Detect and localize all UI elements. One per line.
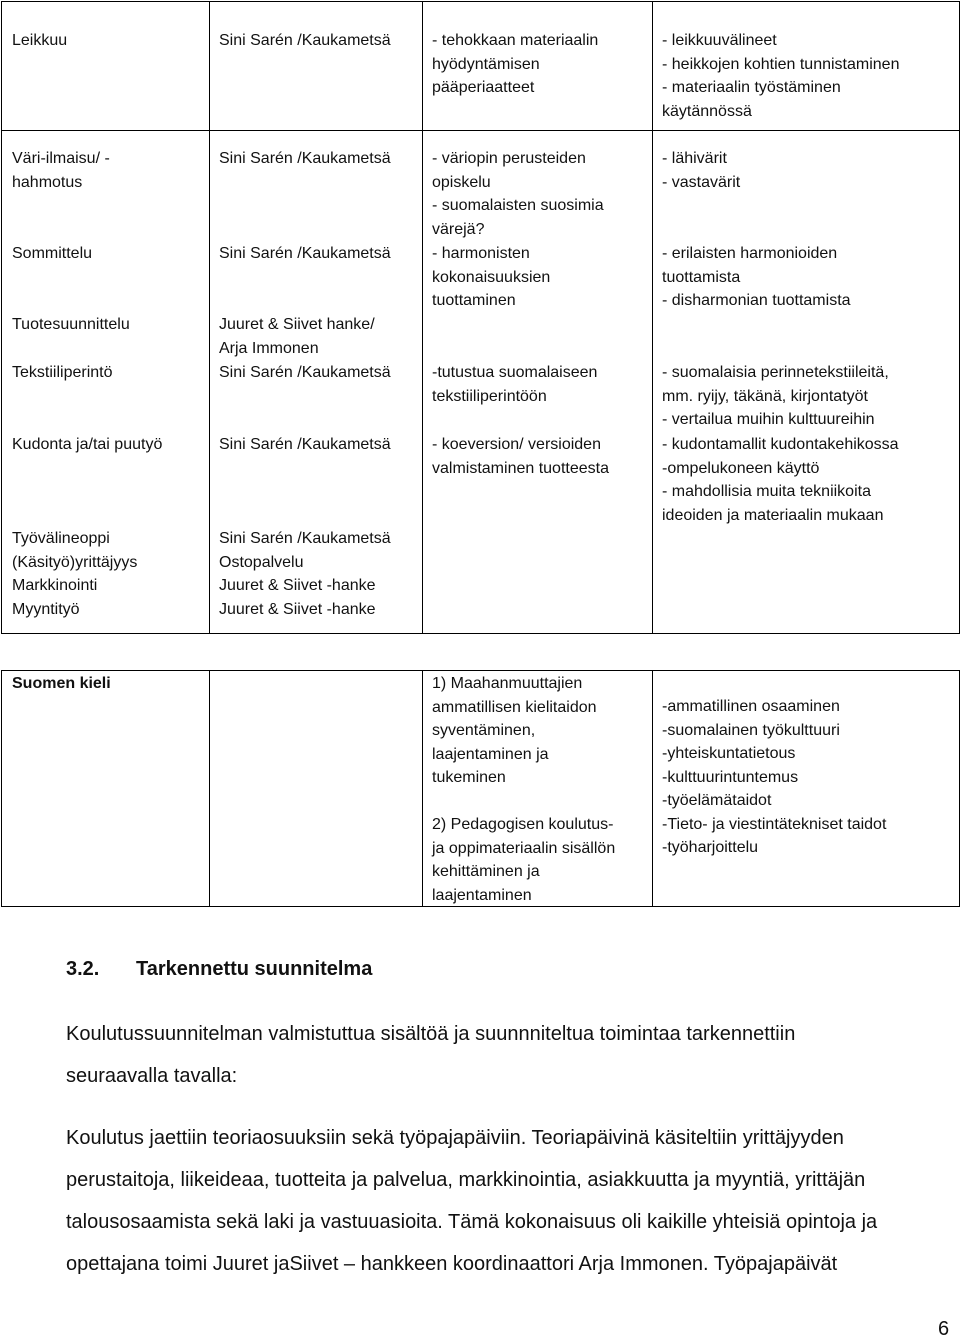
cell-line: tukeminen xyxy=(432,769,506,786)
cell-line: -ompelukoneen käyttö xyxy=(662,459,820,477)
cell-line: opiskelu xyxy=(432,173,491,191)
cell-line: - erilaisten harmonioiden xyxy=(662,245,838,262)
column-divider xyxy=(422,2,423,633)
cell-line: Sommittelu xyxy=(12,245,93,262)
table-cell-goal xyxy=(432,242,550,313)
language-table xyxy=(1,670,960,907)
cell-line: Myyntityö xyxy=(12,600,80,618)
table-cell-goal xyxy=(432,361,597,408)
table-cell-teacher xyxy=(219,313,375,360)
cell-line: hahmotus xyxy=(12,173,83,191)
cell-line: Juuret & Siivet -hanke xyxy=(219,577,376,594)
cell-line: käytännössä xyxy=(662,102,752,120)
cell-line: 2) Pedagogisen koulutus- xyxy=(432,816,614,833)
table-cell-content xyxy=(662,147,740,194)
cell-line: - koeversion/ versioiden xyxy=(432,436,601,453)
cell-line: Juuret & Siivet hanke/ xyxy=(219,316,375,333)
cell-line: Sini Sarén /Kaukametsä xyxy=(219,150,391,167)
table-cell-subject xyxy=(12,313,130,337)
cell-line: - mahdollisia muita tekniikoita xyxy=(662,483,871,500)
table-cell-content xyxy=(662,433,899,527)
table-cell-teacher xyxy=(219,242,391,266)
cell-line: Juuret & Siivet -hanke xyxy=(219,600,376,618)
cell-line: Arja Immonen xyxy=(219,339,319,357)
cell-line: - vastavärit xyxy=(662,173,741,191)
cell-line: Leikkuu xyxy=(12,32,68,49)
table-cell-teacher xyxy=(219,527,391,621)
paragraph-line: Koulutussuunnitelman valmistuttua sisältöä ja suunnniteltua toimintaa tarkennettiin xyxy=(66,1023,796,1045)
cell-line: Sini Sarén /Kaukametsä xyxy=(219,245,391,262)
column-divider xyxy=(652,671,653,906)
table-cell-teacher xyxy=(219,433,391,457)
paragraph-line: Koulutus jaettiin teoriaosuuksiin sekä työpajapäiviin. Teoriapäivinä käsiteltiin yrittäjyyden xyxy=(66,1127,844,1149)
table-cell-teacher xyxy=(219,361,391,385)
cell-line: kehittäminen ja xyxy=(432,863,540,880)
cell-line: - heikkojen kohtien tunnistaminen xyxy=(662,55,900,73)
cell-line: tuottaminen xyxy=(432,292,516,309)
table-cell-goal xyxy=(432,672,615,907)
cell-line: -ammatillinen osaaminen xyxy=(662,698,840,715)
cell-line: laajentaminen xyxy=(432,886,532,904)
table-cell-teacher xyxy=(219,29,391,53)
cell-line: - suomalaisia perinnetekstiileitä, xyxy=(662,364,889,381)
row-divider xyxy=(2,130,959,131)
cell-line: Ostopalvelu xyxy=(219,553,304,571)
cell-line: laajentaminen ja xyxy=(432,745,549,763)
column-divider xyxy=(422,671,423,906)
cell-line xyxy=(432,790,615,814)
table-cell-content xyxy=(662,695,886,860)
table-cell-subject: Suomen kieli xyxy=(12,675,111,692)
cell-line: Sini Sarén /Kaukametsä xyxy=(219,530,391,547)
cell-line: ideoiden ja materiaalin mukaan xyxy=(662,506,884,524)
paragraph-line: seuraavalla tavalla: xyxy=(66,1065,238,1087)
column-divider xyxy=(209,2,210,633)
section-number: 3.2. xyxy=(66,958,100,980)
cell-line: -kulttuurintuntemus xyxy=(662,768,799,786)
table-cell-subject xyxy=(12,361,112,385)
section-heading xyxy=(66,958,372,982)
cell-line: Työvälineoppi xyxy=(12,530,110,547)
table-cell-content xyxy=(662,29,899,123)
paragraph xyxy=(66,1013,795,1097)
cell-line: - väriopin perusteiden xyxy=(432,150,586,167)
table-cell-subject xyxy=(12,147,110,194)
cell-line: Sini Sarén /Kaukametsä xyxy=(219,32,391,49)
table-cell-content xyxy=(662,242,851,313)
cell-line: mm. ryijy, täkänä, kirjontatyöt xyxy=(662,387,868,405)
curriculum-table xyxy=(1,1,960,634)
cell-line: (Käsityö)yrittäjyys xyxy=(12,553,138,571)
cell-line: - materiaalin työstäminen xyxy=(662,79,841,96)
cell-line: -yhteiskuntatietous xyxy=(662,745,796,762)
cell-line: pääperiaatteet xyxy=(432,79,535,96)
cell-line: Väri-ilmaisu/ - xyxy=(12,150,110,167)
column-divider xyxy=(209,671,210,906)
table-cell-goal xyxy=(432,29,598,100)
table-cell-subject xyxy=(12,433,162,457)
cell-line: Tuotesuunnittelu xyxy=(12,316,130,333)
table-cell-goal xyxy=(432,147,604,241)
table-cell-teacher xyxy=(219,147,391,171)
cell-line: ammatillisen kielitaidon xyxy=(432,698,597,716)
cell-line: - vertailua muihin kulttuureihin xyxy=(662,411,875,428)
cell-line: Markkinointi xyxy=(12,577,98,594)
cell-line: tekstiiliperintöön xyxy=(432,387,547,405)
cell-line: - lähivärit xyxy=(662,150,727,167)
cell-line: kokonaisuuksien xyxy=(432,268,551,286)
cell-line: - leikkuuvälineet xyxy=(662,32,777,49)
cell-line: - suomalaisten suosimia xyxy=(432,197,604,214)
paragraph-line: perustaitoja, liikeideaa, tuotteita ja palvelua, markkinointia, asiakkuutta ja myyntiä, yrittäjän xyxy=(66,1169,866,1191)
section-title: Tarkennettu suunnitelma xyxy=(136,958,373,980)
cell-line: -suomalainen työkulttuuri xyxy=(662,721,840,739)
table-cell-goal xyxy=(432,433,609,480)
cell-line: syventäminen, xyxy=(432,722,536,739)
cell-line: Sini Sarén /Kaukametsä xyxy=(219,364,391,381)
paragraph-line: opettajana toimi Juuret jaSiivet – hankkeen koordinaattori Arja Immonen. Työpajapäivät xyxy=(66,1253,838,1275)
cell-line: värejä? xyxy=(432,220,485,238)
page-number: 6 xyxy=(938,1318,950,1340)
cell-line: - tehokkaan materiaalin xyxy=(432,32,599,49)
cell-line: - disharmonian tuottamista xyxy=(662,292,851,309)
table-cell-subject xyxy=(12,242,92,266)
cell-line: -työelämätaidot xyxy=(662,792,772,809)
cell-line: tuottamista xyxy=(662,268,741,286)
paragraph xyxy=(66,1117,877,1285)
cell-line: ja oppimateriaalin sisällön xyxy=(432,839,616,857)
column-divider xyxy=(652,2,653,633)
cell-line: -tutustua suomalaiseen xyxy=(432,364,598,381)
cell-line: Tekstiiliperintö xyxy=(12,364,113,381)
cell-line: - kudontamallit kudontakehikossa xyxy=(662,436,899,453)
cell-line: -Tieto- ja viestintätekniset taidot xyxy=(662,815,887,833)
cell-line: valmistaminen tuotteesta xyxy=(432,459,609,477)
table-cell-content xyxy=(662,361,889,432)
table-cell-subject xyxy=(12,29,67,53)
cell-line: - harmonisten xyxy=(432,245,530,262)
paragraph-line: talousosaamista sekä laki ja vastuuasioita. Tämä kokonaisuus oli kaikille yhteisiä opintoja ja xyxy=(66,1211,878,1233)
cell-line: -työharjoittelu xyxy=(662,839,759,856)
cell-line: 1) Maahanmuuttajien xyxy=(432,675,583,692)
cell-line: hyödyntämisen xyxy=(432,55,540,73)
cell-line: Kudonta ja/tai puutyö xyxy=(12,436,163,453)
cell-line: Sini Sarén /Kaukametsä xyxy=(219,436,391,453)
table-cell-subject xyxy=(12,527,137,621)
